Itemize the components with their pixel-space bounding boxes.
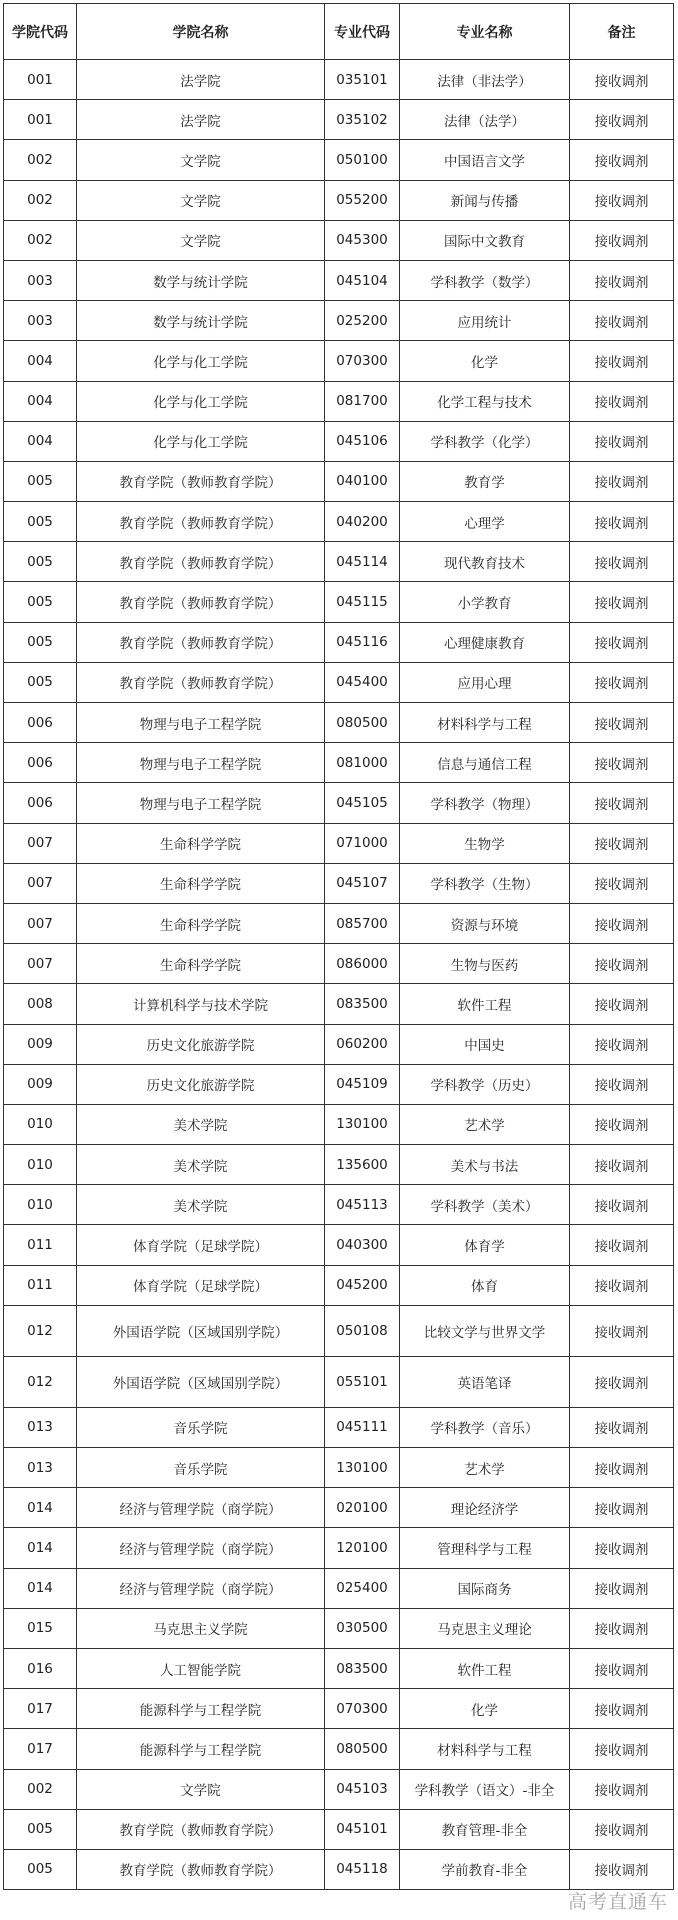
major-name-cell: 学科教学（物理） (400, 783, 570, 823)
college-code-cell: 002 (4, 1769, 77, 1809)
college-name-cell: 教育学院（教师教育学院） (77, 622, 325, 662)
college-code-cell: 014 (4, 1568, 77, 1608)
college-name-cell: 物理与电子工程学院 (77, 743, 325, 783)
remark-cell: 接收调剂 (570, 1265, 674, 1305)
college-code-cell: 012 (4, 1305, 77, 1356)
major-code-cell: 081700 (325, 381, 400, 421)
college-code-cell: 017 (4, 1689, 77, 1729)
table-row (4, 1729, 674, 1769)
remark-cell: 接收调剂 (570, 1225, 674, 1265)
college-name-cell: 美术学院 (77, 1185, 325, 1225)
college-name-cell: 教育学院（教师教育学院） (77, 461, 325, 501)
table-row (4, 944, 674, 984)
college-name-cell: 化学与化工学院 (77, 421, 325, 461)
remark-cell: 接收调剂 (570, 1104, 674, 1144)
remark-cell: 接收调剂 (570, 1064, 674, 1104)
major-code-cell: 035101 (325, 60, 400, 100)
college-code-cell: 006 (4, 783, 77, 823)
major-code-cell: 071000 (325, 823, 400, 863)
remark-cell: 接收调剂 (570, 100, 674, 140)
major-name-cell: 生物学 (400, 823, 570, 863)
college-code-cell: 016 (4, 1648, 77, 1688)
table-row (4, 381, 674, 421)
major-code-cell: 045104 (325, 260, 400, 300)
college-name-cell: 数学与统计学院 (77, 260, 325, 300)
remark-cell: 接收调剂 (570, 381, 674, 421)
major-code-cell: 080500 (325, 703, 400, 743)
major-name-cell: 化学 (400, 341, 570, 381)
college-code-cell: 005 (4, 1849, 77, 1889)
college-name-cell: 体育学院（足球学院） (77, 1265, 325, 1305)
college-name-cell: 能源科学与工程学院 (77, 1729, 325, 1769)
college-name-cell: 教育学院（教师教育学院） (77, 542, 325, 582)
major-name-cell: 中国语言文学 (400, 140, 570, 180)
remark-cell: 接收调剂 (570, 1568, 674, 1608)
college-code-cell: 004 (4, 421, 77, 461)
college-code-cell: 007 (4, 944, 77, 984)
remark-cell: 接收调剂 (570, 1407, 674, 1447)
remark-cell: 接收调剂 (570, 180, 674, 220)
college-name-cell: 计算机科学与技术学院 (77, 984, 325, 1024)
major-code-cell: 130100 (325, 1104, 400, 1144)
remark-cell: 接收调剂 (570, 140, 674, 180)
college-code-cell: 004 (4, 381, 77, 421)
college-code-cell: 005 (4, 662, 77, 702)
table-row (4, 421, 674, 461)
college-name-cell: 文学院 (77, 1769, 325, 1809)
college-name-cell: 教育学院（教师教育学院） (77, 582, 325, 622)
major-code-cell: 080500 (325, 1729, 400, 1769)
college-code-cell: 011 (4, 1225, 77, 1265)
admissions-table (3, 3, 674, 1890)
remark-cell: 接收调剂 (570, 743, 674, 783)
college-code-cell: 005 (4, 582, 77, 622)
college-code-cell: 006 (4, 743, 77, 783)
major-name-cell: 材料科学与工程 (400, 703, 570, 743)
major-name-cell: 体育 (400, 1265, 570, 1305)
remark-cell: 接收调剂 (570, 1024, 674, 1064)
major-name-cell: 现代教育技术 (400, 542, 570, 582)
major-name-cell: 生物与医药 (400, 944, 570, 984)
college-name-cell: 教育学院（教师教育学院） (77, 1809, 325, 1849)
major-name-cell: 软件工程 (400, 1648, 570, 1688)
college-code-cell: 006 (4, 703, 77, 743)
college-code-cell: 003 (4, 260, 77, 300)
header-remark: 备注 (570, 4, 674, 60)
remark-cell: 接收调剂 (570, 1528, 674, 1568)
major-code-cell: 045118 (325, 1849, 400, 1889)
college-code-cell: 002 (4, 220, 77, 260)
college-code-cell: 011 (4, 1265, 77, 1305)
college-code-cell: 007 (4, 863, 77, 903)
college-name-cell: 经济与管理学院（商学院） (77, 1528, 325, 1568)
watermark: 高考直通车 (567, 1891, 668, 1913)
major-name-cell: 资源与环境 (400, 903, 570, 943)
table-row (4, 703, 674, 743)
college-code-cell: 009 (4, 1064, 77, 1104)
major-name-cell: 美术与书法 (400, 1145, 570, 1185)
college-code-cell: 010 (4, 1185, 77, 1225)
table-row (4, 582, 674, 622)
table-row (4, 1024, 674, 1064)
table-row (4, 341, 674, 381)
major-name-cell: 法律（法学） (400, 100, 570, 140)
college-code-cell: 004 (4, 341, 77, 381)
remark-cell: 接收调剂 (570, 823, 674, 863)
remark-cell: 接收调剂 (570, 260, 674, 300)
remark-cell: 接收调剂 (570, 60, 674, 100)
table-row (4, 1568, 674, 1608)
table-row (4, 1145, 674, 1185)
college-code-cell: 003 (4, 301, 77, 341)
major-name-cell: 应用心理 (400, 662, 570, 702)
college-code-cell: 010 (4, 1145, 77, 1185)
college-name-cell: 生命科学学院 (77, 944, 325, 984)
college-name-cell: 人工智能学院 (77, 1648, 325, 1688)
major-code-cell: 070300 (325, 1689, 400, 1729)
major-name-cell: 马克思主义理论 (400, 1608, 570, 1648)
major-name-cell: 英语笔译 (400, 1356, 570, 1407)
major-name-cell: 艺术学 (400, 1448, 570, 1488)
major-code-cell: 045115 (325, 582, 400, 622)
major-code-cell: 050108 (325, 1305, 400, 1356)
college-name-cell: 文学院 (77, 180, 325, 220)
college-code-cell: 005 (4, 1809, 77, 1849)
major-code-cell: 060200 (325, 1024, 400, 1064)
college-name-cell: 生命科学学院 (77, 863, 325, 903)
major-name-cell: 新闻与传播 (400, 180, 570, 220)
remark-cell: 接收调剂 (570, 301, 674, 341)
major-code-cell: 045109 (325, 1064, 400, 1104)
major-code-cell: 055101 (325, 1356, 400, 1407)
college-name-cell: 美术学院 (77, 1104, 325, 1144)
remark-cell: 接收调剂 (570, 1488, 674, 1528)
remark-cell: 接收调剂 (570, 1849, 674, 1889)
table-row (4, 542, 674, 582)
table-row (4, 301, 674, 341)
major-code-cell: 020100 (325, 1488, 400, 1528)
table-row (4, 1356, 674, 1407)
remark-cell: 接收调剂 (570, 1689, 674, 1729)
major-code-cell: 045107 (325, 863, 400, 903)
major-name-cell: 理论经济学 (400, 1488, 570, 1528)
remark-cell: 接收调剂 (570, 662, 674, 702)
college-name-cell: 化学与化工学院 (77, 341, 325, 381)
major-name-cell: 法律（非法学） (400, 60, 570, 100)
college-name-cell: 数学与统计学院 (77, 301, 325, 341)
major-code-cell: 045200 (325, 1265, 400, 1305)
major-name-cell: 学科教学（生物） (400, 863, 570, 903)
table-row (4, 260, 674, 300)
table-row (4, 502, 674, 542)
header-major-name: 专业名称 (400, 4, 570, 60)
major-code-cell: 070300 (325, 341, 400, 381)
table-body (4, 60, 674, 1890)
major-code-cell: 045300 (325, 220, 400, 260)
remark-cell: 接收调剂 (570, 582, 674, 622)
remark-cell: 接收调剂 (570, 542, 674, 582)
table-row (4, 1225, 674, 1265)
college-name-cell: 物理与电子工程学院 (77, 783, 325, 823)
table-row (4, 1689, 674, 1729)
major-name-cell: 化学 (400, 1689, 570, 1729)
major-code-cell: 083500 (325, 984, 400, 1024)
table-row (4, 461, 674, 501)
table-row (4, 1305, 674, 1356)
remark-cell: 接收调剂 (570, 220, 674, 260)
major-name-cell: 学科教学（语文）-非全 (400, 1769, 570, 1809)
college-code-cell: 005 (4, 542, 77, 582)
table-row (4, 743, 674, 783)
college-code-cell: 007 (4, 903, 77, 943)
table-row (4, 180, 674, 220)
college-code-cell: 010 (4, 1104, 77, 1144)
major-code-cell: 040300 (325, 1225, 400, 1265)
college-code-cell: 009 (4, 1024, 77, 1064)
major-code-cell: 045116 (325, 622, 400, 662)
major-code-cell: 040200 (325, 502, 400, 542)
table-row (4, 1185, 674, 1225)
major-code-cell: 086000 (325, 944, 400, 984)
remark-cell: 接收调剂 (570, 1648, 674, 1688)
major-name-cell: 管理科学与工程 (400, 1528, 570, 1568)
remark-cell: 接收调剂 (570, 1608, 674, 1648)
table-row (4, 1608, 674, 1648)
major-name-cell: 学科教学（音乐） (400, 1407, 570, 1447)
major-name-cell: 艺术学 (400, 1104, 570, 1144)
table-row (4, 1809, 674, 1849)
remark-cell: 接收调剂 (570, 1185, 674, 1225)
major-code-cell: 045114 (325, 542, 400, 582)
table-row (4, 1448, 674, 1488)
major-name-cell: 教育管理-非全 (400, 1809, 570, 1849)
table-row (4, 1488, 674, 1528)
college-code-cell: 012 (4, 1356, 77, 1407)
college-code-cell: 001 (4, 100, 77, 140)
remark-cell: 接收调剂 (570, 1769, 674, 1809)
major-name-cell: 心理学 (400, 502, 570, 542)
major-code-cell: 081000 (325, 743, 400, 783)
college-name-cell: 生命科学学院 (77, 903, 325, 943)
table-row (4, 622, 674, 662)
table-row (4, 1528, 674, 1568)
remark-cell: 接收调剂 (570, 1448, 674, 1488)
college-name-cell: 经济与管理学院（商学院） (77, 1568, 325, 1608)
remark-cell: 接收调剂 (570, 341, 674, 381)
college-name-cell: 外国语学院（区域国别学院） (77, 1305, 325, 1356)
college-name-cell: 历史文化旅游学院 (77, 1024, 325, 1064)
college-name-cell: 马克思主义学院 (77, 1608, 325, 1648)
remark-cell: 接收调剂 (570, 1305, 674, 1356)
table-row (4, 903, 674, 943)
table-row (4, 1769, 674, 1809)
college-name-cell: 体育学院（足球学院） (77, 1225, 325, 1265)
major-code-cell: 055200 (325, 180, 400, 220)
table-row (4, 1064, 674, 1104)
college-code-cell: 005 (4, 622, 77, 662)
college-code-cell: 001 (4, 60, 77, 100)
table-row (4, 984, 674, 1024)
remark-cell: 接收调剂 (570, 703, 674, 743)
major-code-cell: 035102 (325, 100, 400, 140)
remark-cell: 接收调剂 (570, 1809, 674, 1849)
college-code-cell: 005 (4, 502, 77, 542)
college-name-cell: 教育学院（教师教育学院） (77, 662, 325, 702)
major-code-cell: 045106 (325, 421, 400, 461)
table-row (4, 220, 674, 260)
college-name-cell: 教育学院（教师教育学院） (77, 1849, 325, 1889)
header-major-code: 专业代码 (325, 4, 400, 60)
table-header-row (4, 4, 674, 60)
major-name-cell: 学科教学（历史） (400, 1064, 570, 1104)
major-code-cell: 025200 (325, 301, 400, 341)
table-row (4, 140, 674, 180)
college-name-cell: 生命科学学院 (77, 823, 325, 863)
major-name-cell: 教育学 (400, 461, 570, 501)
college-code-cell: 017 (4, 1729, 77, 1769)
major-code-cell: 025400 (325, 1568, 400, 1608)
college-name-cell: 法学院 (77, 100, 325, 140)
remark-cell: 接收调剂 (570, 461, 674, 501)
table-row (4, 1648, 674, 1688)
table-row (4, 662, 674, 702)
table-row (4, 100, 674, 140)
college-name-cell: 经济与管理学院（商学院） (77, 1488, 325, 1528)
remark-cell: 接收调剂 (570, 1729, 674, 1769)
major-code-cell: 045103 (325, 1769, 400, 1809)
major-code-cell: 045400 (325, 662, 400, 702)
remark-cell: 接收调剂 (570, 944, 674, 984)
remark-cell: 接收调剂 (570, 903, 674, 943)
major-code-cell: 120100 (325, 1528, 400, 1568)
college-name-cell: 文学院 (77, 140, 325, 180)
college-code-cell: 013 (4, 1407, 77, 1447)
college-code-cell: 014 (4, 1488, 77, 1528)
college-name-cell: 外国语学院（区域国别学院） (77, 1356, 325, 1407)
remark-cell: 接收调剂 (570, 421, 674, 461)
header-college-code: 学院代码 (4, 4, 77, 60)
major-name-cell: 学前教育-非全 (400, 1849, 570, 1889)
major-code-cell: 083500 (325, 1648, 400, 1688)
college-name-cell: 教育学院（教师教育学院） (77, 502, 325, 542)
college-name-cell: 能源科学与工程学院 (77, 1689, 325, 1729)
remark-cell: 接收调剂 (570, 863, 674, 903)
college-code-cell: 002 (4, 140, 77, 180)
remark-cell: 接收调剂 (570, 1145, 674, 1185)
table-row (4, 60, 674, 100)
major-code-cell: 130100 (325, 1448, 400, 1488)
college-code-cell: 008 (4, 984, 77, 1024)
table-row (4, 1849, 674, 1889)
major-code-cell: 135600 (325, 1145, 400, 1185)
college-name-cell: 音乐学院 (77, 1448, 325, 1488)
college-name-cell: 化学与化工学院 (77, 381, 325, 421)
table-row (4, 1265, 674, 1305)
major-code-cell: 085700 (325, 903, 400, 943)
college-code-cell: 005 (4, 461, 77, 501)
major-name-cell: 材料科学与工程 (400, 1729, 570, 1769)
header-college-name: 学院名称 (77, 4, 325, 60)
major-name-cell: 学科教学（美术） (400, 1185, 570, 1225)
table-row (4, 1104, 674, 1144)
major-code-cell: 050100 (325, 140, 400, 180)
college-code-cell: 014 (4, 1528, 77, 1568)
college-code-cell: 013 (4, 1448, 77, 1488)
major-name-cell: 学科教学（数学） (400, 260, 570, 300)
major-name-cell: 比较文学与世界文学 (400, 1305, 570, 1356)
major-name-cell: 学科教学（化学） (400, 421, 570, 461)
remark-cell: 接收调剂 (570, 1356, 674, 1407)
major-name-cell: 中国史 (400, 1024, 570, 1064)
major-name-cell: 国际商务 (400, 1568, 570, 1608)
major-name-cell: 应用统计 (400, 301, 570, 341)
remark-cell: 接收调剂 (570, 783, 674, 823)
remark-cell: 接收调剂 (570, 622, 674, 662)
college-name-cell: 美术学院 (77, 1145, 325, 1185)
college-code-cell: 015 (4, 1608, 77, 1648)
college-name-cell: 音乐学院 (77, 1407, 325, 1447)
major-code-cell: 040100 (325, 461, 400, 501)
college-code-cell: 002 (4, 180, 77, 220)
major-name-cell: 信息与通信工程 (400, 743, 570, 783)
major-name-cell: 软件工程 (400, 984, 570, 1024)
major-code-cell: 045113 (325, 1185, 400, 1225)
table-row (4, 863, 674, 903)
major-name-cell: 小学教育 (400, 582, 570, 622)
major-name-cell: 国际中文教育 (400, 220, 570, 260)
major-name-cell: 体育学 (400, 1225, 570, 1265)
college-name-cell: 法学院 (77, 60, 325, 100)
major-code-cell: 030500 (325, 1608, 400, 1648)
major-name-cell: 心理健康教育 (400, 622, 570, 662)
table-row (4, 823, 674, 863)
major-name-cell: 化学工程与技术 (400, 381, 570, 421)
remark-cell: 接收调剂 (570, 502, 674, 542)
remark-cell: 接收调剂 (570, 984, 674, 1024)
college-code-cell: 007 (4, 823, 77, 863)
major-code-cell: 045105 (325, 783, 400, 823)
table-row (4, 783, 674, 823)
college-name-cell: 物理与电子工程学院 (77, 703, 325, 743)
major-code-cell: 045101 (325, 1809, 400, 1849)
college-name-cell: 文学院 (77, 220, 325, 260)
major-code-cell: 045111 (325, 1407, 400, 1447)
table-row (4, 1407, 674, 1447)
college-name-cell: 历史文化旅游学院 (77, 1064, 325, 1104)
